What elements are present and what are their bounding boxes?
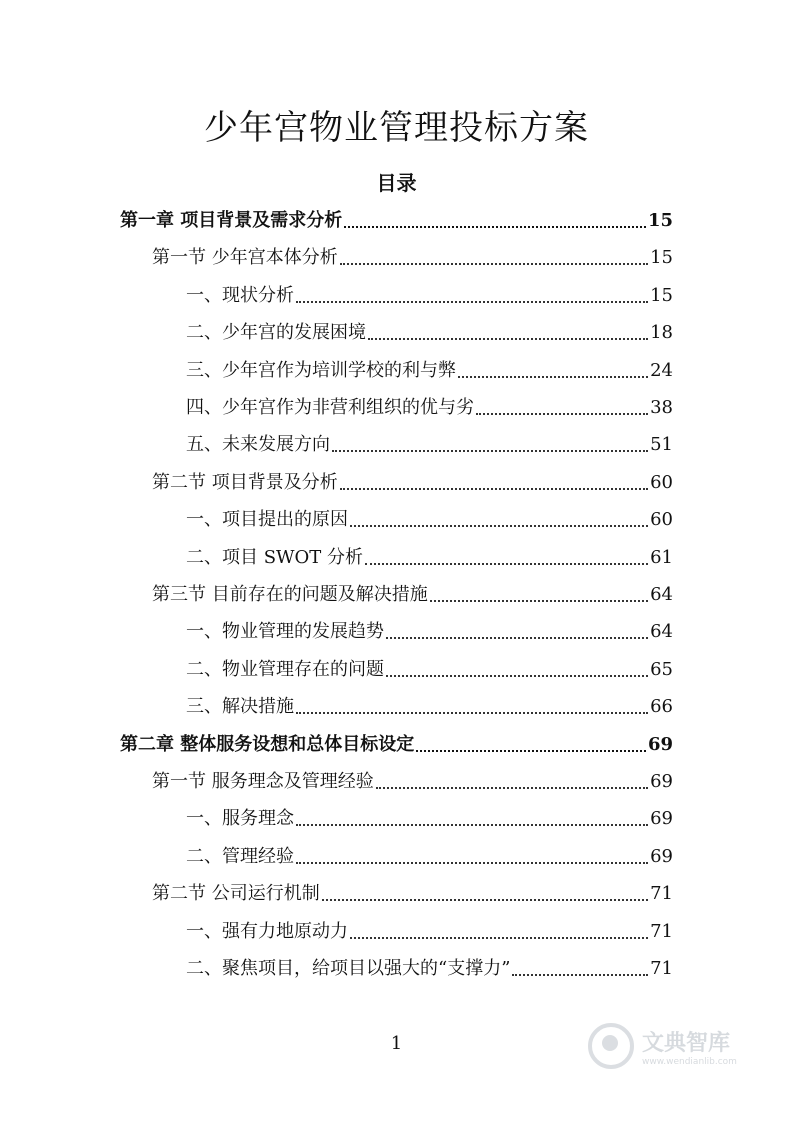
watermark-url: www.wendianlib.com xyxy=(642,1056,737,1067)
toc-item-entry[interactable] xyxy=(186,542,673,570)
toc-item-entry[interactable] xyxy=(186,841,673,869)
toc-entry-page: 60 xyxy=(650,509,673,531)
toc-entry-page: 51 xyxy=(650,434,673,456)
toc-entry-page: 60 xyxy=(650,471,673,493)
toc-entry-label: 一、服务理念 xyxy=(186,808,294,830)
toc-item-entry[interactable] xyxy=(186,429,673,457)
document-title: 少年宫物业管理投标方案 xyxy=(204,108,589,148)
watermark-logo-icon xyxy=(588,1023,634,1069)
toc-chapter-entry[interactable] xyxy=(120,729,673,757)
toc-entry-page: 15 xyxy=(647,210,673,231)
toc-item-entry[interactable] xyxy=(186,953,673,981)
toc-leader-dots xyxy=(296,301,648,303)
toc-entry-page: 71 xyxy=(650,883,673,905)
toc-leader-dots xyxy=(340,263,648,265)
toc-leader-dots xyxy=(416,750,646,752)
toc-entry-page: 69 xyxy=(650,771,673,792)
toc-entry-page: 15 xyxy=(650,247,673,269)
toc-leader-dots xyxy=(476,413,648,415)
toc-entry-page: 38 xyxy=(650,397,673,418)
toc-item-entry[interactable] xyxy=(186,691,673,719)
toc-entry-label: 第一章 项目背景及需求分析 xyxy=(120,210,343,231)
toc-heading: 目录 xyxy=(376,171,417,195)
toc-entry-label: 一、现状分析 xyxy=(186,284,294,306)
toc-entry-page: 64 xyxy=(650,621,673,643)
toc-leader-dots xyxy=(368,338,648,340)
page-number: 1 xyxy=(390,1033,403,1054)
toc-section-entry[interactable] xyxy=(152,467,673,495)
toc-section-entry[interactable] xyxy=(152,242,673,270)
toc-entry-page: 71 xyxy=(650,958,673,979)
toc-leader-dots xyxy=(458,376,648,378)
toc-entry-label: 一、项目提出的原因 xyxy=(186,509,348,531)
toc-entry-page: 24 xyxy=(650,359,673,381)
toc-entry-label: 第二节 项目背景及分析 xyxy=(152,471,338,493)
toc-entry-page: 65 xyxy=(650,658,673,680)
toc-leader-dots xyxy=(296,712,648,714)
toc-leader-dots xyxy=(296,824,648,826)
toc-leader-dots xyxy=(344,226,646,228)
toc-entry-page: 15 xyxy=(650,284,673,306)
toc-entry-label: 一、强有力地原动力 xyxy=(186,920,348,942)
toc-leader-dots xyxy=(430,600,648,602)
toc-entry-label: 三、解决措施 xyxy=(186,696,294,718)
toc-entry-label: 一、物业管理的发展趋势 xyxy=(186,621,384,643)
toc-item-entry[interactable] xyxy=(186,616,673,644)
toc-entry-label: 第一节 服务理念及管理经验 xyxy=(152,771,374,792)
toc-leader-dots xyxy=(296,862,648,864)
toc-item-entry[interactable] xyxy=(186,317,673,345)
toc-item-entry[interactable] xyxy=(186,654,673,682)
toc-leader-dots xyxy=(322,899,648,901)
toc-leader-dots xyxy=(386,675,648,677)
toc-item-entry[interactable] xyxy=(186,916,673,944)
watermark xyxy=(588,1018,758,1074)
toc-item-entry[interactable] xyxy=(186,280,673,308)
toc-entry-page: 64 xyxy=(650,584,673,605)
toc-leader-dots xyxy=(365,563,648,565)
toc-item-entry[interactable] xyxy=(186,803,673,831)
toc-leader-dots xyxy=(340,488,648,490)
toc-entry-label: 五、未来发展方向 xyxy=(186,434,330,456)
toc-entry-label: 第二节 公司运行机制 xyxy=(152,883,320,905)
watermark-name: 文典智库 xyxy=(642,1030,731,1056)
toc-leader-dots xyxy=(386,637,648,639)
toc-chapter-entry[interactable] xyxy=(120,205,673,233)
toc-entry-label: 第三节 目前存在的问题及解决措施 xyxy=(152,584,428,605)
toc-section-entry[interactable] xyxy=(152,579,673,607)
toc-leader-dots xyxy=(376,787,648,789)
toc-entry-label: 二、管理经验 xyxy=(186,845,294,867)
toc-leader-dots xyxy=(350,525,648,527)
toc-section-entry[interactable] xyxy=(152,878,673,906)
toc-entry-label: 三、少年宫作为培训学校的利与弊 xyxy=(186,359,456,381)
toc-entry-page: 61 xyxy=(650,546,673,568)
toc-entry-page: 71 xyxy=(650,920,673,942)
toc-item-entry[interactable] xyxy=(186,392,673,420)
toc-entry-label: 二、物业管理存在的问题 xyxy=(186,658,384,680)
toc-entry-label: 二、项目 SWOT 分析 xyxy=(186,546,364,568)
toc-entry-label: 第二章 整体服务设想和总体目标设定 xyxy=(120,733,415,755)
toc-entry-label: 四、少年宫作为非营利组织的优与劣 xyxy=(186,397,474,418)
toc-item-entry[interactable] xyxy=(186,355,673,383)
toc-section-entry[interactable] xyxy=(152,766,673,794)
toc-entry-page: 69 xyxy=(650,808,673,830)
toc-entry-page: 69 xyxy=(647,733,673,755)
toc-entry-label: 二、少年宫的发展困境 xyxy=(186,322,366,344)
toc-leader-dots xyxy=(332,450,648,452)
toc-leader-dots xyxy=(350,937,648,939)
toc-entry-page: 66 xyxy=(650,696,673,718)
toc-entry-page: 69 xyxy=(650,845,673,867)
toc-item-entry[interactable] xyxy=(186,504,673,532)
toc-entry-label: 第一节 少年宫本体分析 xyxy=(152,247,338,269)
toc-entry-label: 二、聚焦项目，给项目以强大的“支撑力” xyxy=(186,958,511,979)
toc-entry-page: 18 xyxy=(650,322,673,344)
toc-leader-dots xyxy=(512,974,648,976)
